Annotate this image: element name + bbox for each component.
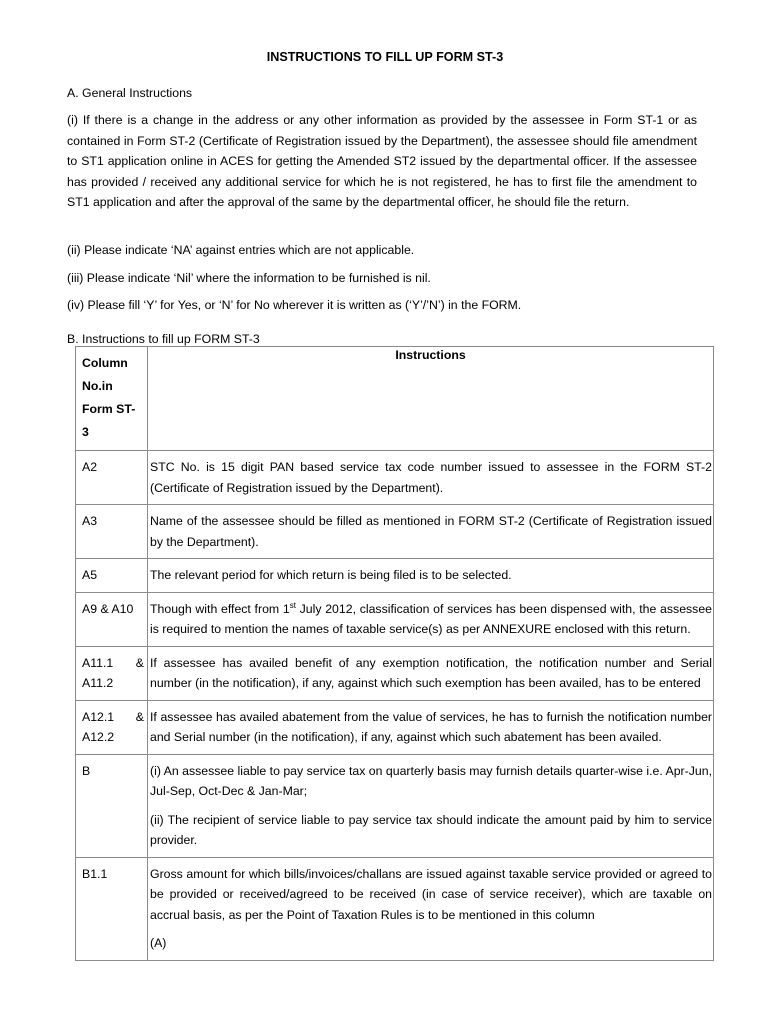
column-number-cell: A5 bbox=[76, 559, 148, 593]
general-instruction-2: (ii) Please indicate ‘NA’ against entries which are not applicable. bbox=[67, 243, 415, 257]
instruction-text: Though with effect from 1 bbox=[150, 601, 290, 616]
column-number-cell: A3 bbox=[76, 505, 148, 559]
instruction-cell bbox=[148, 857, 714, 960]
table-row bbox=[76, 505, 714, 559]
ordinal-suffix: st bbox=[289, 600, 296, 610]
column-number-part: A12.2 bbox=[82, 730, 115, 744]
instruction-cell bbox=[148, 592, 714, 646]
column-number-cell bbox=[76, 646, 148, 700]
instruction-cell bbox=[148, 754, 714, 857]
table-row bbox=[76, 559, 714, 593]
table-row bbox=[76, 857, 714, 960]
table-row bbox=[76, 646, 714, 700]
column-number-cell bbox=[76, 700, 148, 754]
table-row bbox=[76, 700, 714, 754]
instruction-cell: STC No. is 15 digit PAN based service tax code number issued to assessee in the FORM ST-2 (Certificate of Registration issued by the Department). bbox=[148, 451, 714, 505]
column-number-ampersand: & bbox=[135, 709, 144, 724]
general-instruction-4: (iv) Please fill ‘Y’ for Yes, or ‘N’ for No wherever it is written as (‘Y’/’N’) in the FORM. bbox=[67, 298, 522, 312]
instruction-cell: The relevant period for which return is being filed is to be selected. bbox=[148, 559, 714, 593]
instruction-paragraph: (A) bbox=[150, 936, 167, 950]
column-number-part: A12.1 bbox=[82, 709, 115, 724]
table-header-row bbox=[76, 347, 714, 451]
instruction-cell: If assessee has availed benefit of any exemption notification, the notification number and Serial number (in the notification), if any, against which such exemption has been availed, has to be entered bbox=[148, 646, 714, 700]
instruction-paragraph: (i) An assessee liable to pay service tax on quarterly basis may furnish details quarter-wise i.e. Apr-Jun, Jul-Sep, Oct-Dec & Jan-Mar; bbox=[150, 763, 712, 798]
document-title: INSTRUCTIONS TO FILL UP FORM ST-3 bbox=[266, 50, 504, 64]
general-instruction-3: (iii) Please indicate ‘Nil’ where the information to be furnished is nil. bbox=[67, 271, 431, 285]
column-number-cell: B bbox=[76, 754, 148, 857]
instruction-paragraph: Gross amount for which bills/invoices/challans are issued against taxable service provided or agreed to be provided or received/agreed to be received (in case of service receiver), which are taxable on accrual basis, as per the Point of Taxation Rules is to be mentioned in this column bbox=[150, 866, 712, 922]
column-number-cell: A2 bbox=[76, 451, 148, 505]
column-number-header bbox=[76, 347, 148, 451]
column-number-cell: A9 & A10 bbox=[76, 592, 148, 646]
table-row bbox=[76, 451, 714, 505]
column-number-part: A11.1 bbox=[82, 655, 114, 670]
instructions-header: Instructions bbox=[148, 347, 714, 451]
table-row bbox=[76, 754, 714, 857]
column-number-ampersand: & bbox=[135, 655, 144, 670]
instruction-paragraph: (ii) The recipient of service liable to pay service tax should indicate the amount paid by him to service provider. bbox=[150, 812, 712, 847]
instruction-cell: Name of the assessee should be filled as mentioned in FORM ST-2 (Certificate of Registration issued by the Department). bbox=[148, 505, 714, 559]
general-instruction-1: (i) If there is a change in the address or any other information as provided by the assessee in Form ST-1 or as contained in Form ST-2 (Certificate of Registration issued by the Department), the assessee should file amendment to ST1 application online in ACES for getting the Amended ST2 issued by the departmental officer. If the assessee has provided / received any additional service for which he is not registered, he has to first file the amendment to ST1 application and after the approval of the same by the departmental officer, he should file the return. bbox=[67, 113, 697, 209]
column-header-line: Form ST-3 bbox=[82, 402, 136, 439]
section-a-heading: A. General Instructions bbox=[67, 86, 193, 100]
column-header-line: Column bbox=[82, 356, 128, 370]
column-header-line: No.in bbox=[82, 379, 113, 393]
column-number-cell: B1.1 bbox=[76, 857, 148, 960]
table-row bbox=[76, 592, 714, 646]
instruction-text: July 2012, classification of services has been dispensed with, the assessee is required to mention the names of taxable service(s) as per ANNEXURE enclosed with this return. bbox=[150, 601, 713, 636]
instruction-cell: If assessee has availed abatement from the value of services, he has to furnish the notification number and Serial number (in the notification), if any, against which such abatement has been availed. bbox=[148, 700, 714, 754]
instructions-table bbox=[75, 346, 714, 961]
column-number-part: A11.2 bbox=[82, 676, 114, 690]
section-b-heading: B. Instructions to fill up FORM ST-3 bbox=[67, 332, 260, 346]
